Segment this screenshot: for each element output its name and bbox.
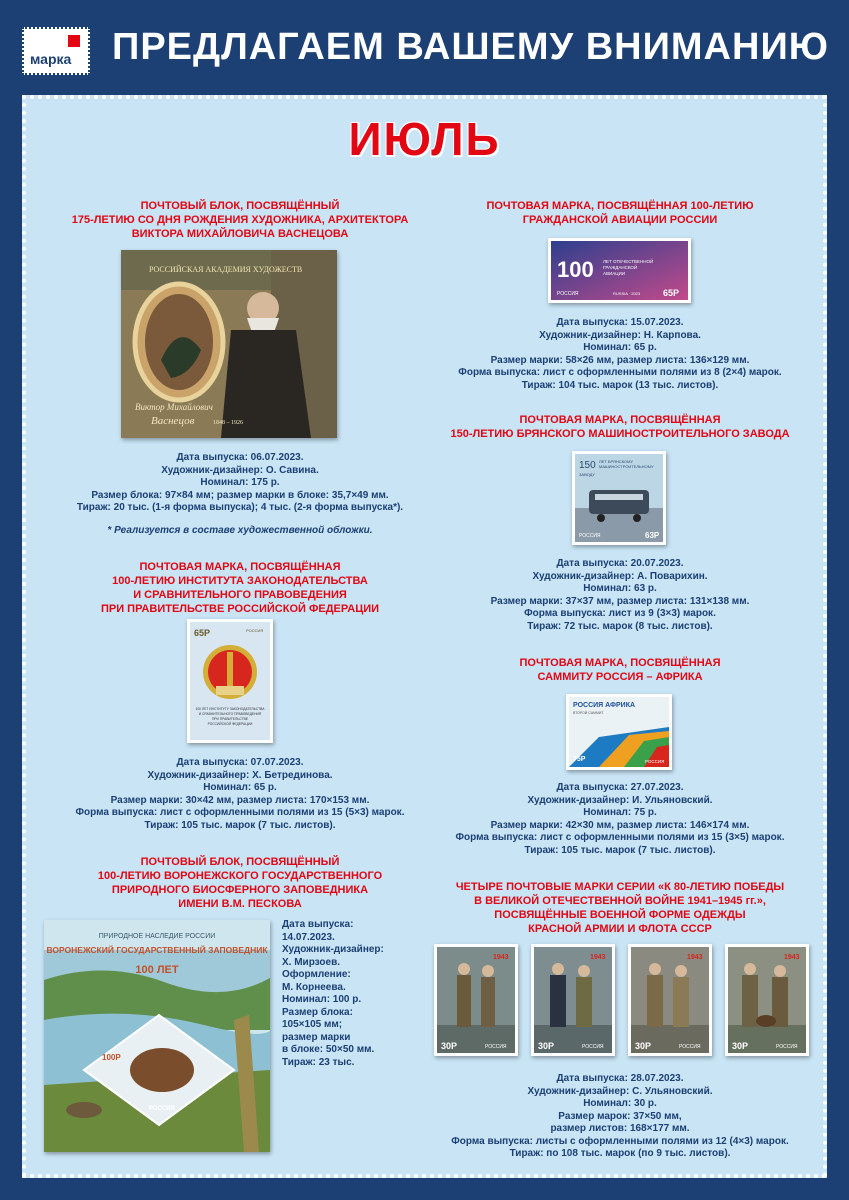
summit-info [420,782,820,857]
info-line: размер листов: 168×177 мм. [550,1123,690,1134]
stamp-caption-4: РОССИЙСКОЙ ФЕДЕРАЦИИ [207,722,253,726]
info-line: М. Корнеева. [282,981,346,993]
bryansk-info [420,558,820,633]
info-line: Дата выпуска: 20.07.2023. [556,558,684,569]
info-line: Оформление: [282,969,351,980]
institute-title [40,560,440,616]
stamp-country: РОССИЯ [485,1044,507,1050]
stamp-year: 1943 [493,954,509,961]
info-line: Форма выпуска: лист с оформленными полями из 15 (3×5) марок. [455,832,785,843]
stamp-nominal: 30Р [441,1041,458,1051]
stamp-year: 1943 [687,954,703,961]
info-line: Номинал: 30 р. [583,1098,657,1109]
aviation-stamp-image [548,238,691,303]
title-line: ПОЧТОВАЯ МАРКА, ПОСВЯЩЁННАЯ 100-ЛЕТИЮ [486,200,754,212]
stamp-caption-3: ЗАВОДУ [579,472,595,477]
info-line: Тираж: по 108 тыс. марок (по 9 тыс. листов). [509,1148,731,1159]
page-header [0,0,849,92]
stamp-nominal: 30Р [538,1041,555,1051]
page-title: ПРЕДЛАГАЕМ ВАШЕМУ ВНИМАНИЮ [112,26,829,68]
info-line: 105×105 мм; [282,1019,343,1030]
stamp-year: 1943 [784,954,800,961]
title-line: КРАСНОЙ АРМИИ И ФЛОТА СССР [528,923,712,935]
marka-logo [22,27,90,75]
block-name: ВОРОНЕЖСКИЙ ГОСУДАРСТВЕННЫЙ ЗАПОВЕДНИК [46,945,268,955]
stamp-caption-1: 100 ЛЕТ ИНСТИТУТУ ЗАКОНОДАТЕЛЬСТВА [195,707,265,711]
info-line: Художник-дизайнер: И. Ульяновский. [527,794,713,806]
uniform-title [420,880,820,936]
title-line: 100-ЛЕТИЮ ВОРОНЕЖСКОГО ГОСУДАРСТВЕННОГО [97,870,383,882]
info-line: Форма выпуска: лист из 9 (3×3) марок. [524,608,716,619]
summit-stamp-image [566,694,672,770]
stamp-country: РОССИЯ [679,1044,701,1050]
block-country: РОССИЯ [149,1106,175,1112]
voronezh-block-image [44,920,270,1152]
bryansk-stamp-image [572,451,666,545]
info-line: Размер марки: 42×30 мм, размер листа: 146×174 мм. [490,819,750,831]
info-line: Размер марки: 58×26 мм, размер листа: 136×129 мм. [490,354,750,366]
vasnetsov-title [40,199,440,241]
voronezh-title [40,855,440,911]
info-line: Номинал: 65 р. [583,342,657,353]
info-line: Художник-дизайнер: [282,944,384,955]
summit-title [420,656,820,684]
stamp-country: РОССИЯ [776,1044,798,1050]
title-line: И СРАВНИТЕЛЬНОГО ПРАВОВЕДЕНИЯ [133,589,347,601]
stamp-caption-1: ЛЕТ БРЯНСКОМУ [599,459,633,464]
info-line: в блоке: 50×50 мм. [282,1044,375,1055]
logo-text: марка [30,51,72,67]
info-line: Размер блока: 97×84 мм; размер марки в блоке: 35,7×49 мм. [91,489,389,501]
vasnetsov-block-image [121,250,337,438]
info-line: Дата выпуска: 28.07.2023. [556,1073,684,1084]
block-nominal: 100Р [102,1053,121,1062]
info-line: Форма выпуска: листы с оформленными полями из 12 (4×3) марок. [451,1135,789,1147]
stamp-nominal: 30Р [732,1041,749,1051]
info-line: Номинал: 100 р. [282,994,362,1005]
title-line: ВИКТОРА МИХАЙЛОВИЧА ВАСНЕЦОВА [131,228,349,240]
info-line: Номинал: 75 р. [583,807,657,818]
title-line: ПРИРОДНОГО БИОСФЕРНОГО ЗАПОВЕДНИКА [111,884,369,896]
title-line: 100-ЛЕТИЮ ИНСТИТУТА ЗАКОНОДАТЕЛЬСТВА [112,575,368,587]
uniform-stamp-1 [434,944,518,1056]
title-line: 150-ЛЕТИЮ БРЯНСКОГО МАШИНОСТРОИТЕЛЬНОГО ЗАВОДА [450,428,790,440]
info-line: Форма выпуска: лист с оформленными полями из 15 (5×3) марок. [75,807,405,818]
stamp-caption-2: И СРАВНИТЕЛЬНОГО ПРАВОВЕДЕНИЯ [198,712,262,716]
stamp-nominal: 75Р [573,756,586,763]
info-line: Размер блока: [282,1006,353,1018]
info-line: Размер марки: 30×42 мм, размер листа: 170×153 мм. [110,794,370,806]
title-line: ЧЕТЫРЕ ПОЧТОВЫЕ МАРКИ СЕРИИ «К 80-ЛЕТИЮ ПОБЕДЫ [455,881,785,893]
info-line: Тираж: 105 тыс. марок (7 тыс. листов). [524,844,716,856]
title-line: САММИТУ РОССИЯ – АФРИКА [537,671,703,683]
info-line: размер марки [282,1031,351,1043]
stamp-100: 100 [557,257,594,282]
stamp-nominal: 65Р [194,628,211,638]
info-line: Тираж: 104 тыс. марок (13 тыс. листов). [521,379,719,391]
stamp-150: 150 [579,460,596,471]
title-line: ГРАЖДАНСКОЙ АВИАЦИИ РОССИИ [522,214,718,226]
title-line: В ВЕЛИКОЙ ОТЕЧЕСТВЕННОЙ ВОЙНЕ 1941–1945 гг.», [474,895,766,907]
image-text-years: 1848 – 1926 [213,420,243,426]
stamp-country: РОССИЯ [645,759,665,764]
stamp-nominal: 63Р [645,531,660,540]
vasnetsov-info [40,452,440,537]
info-line: Дата выпуска: 06.07.2023. [176,452,304,463]
uniform-info [420,1073,820,1161]
title-line: 175-ЛЕТИЮ СО ДНЯ РОЖДЕНИЯ ХУДОЖНИКА, АРХИТЕКТОРА [71,214,409,226]
info-line: 14.07.2023. [282,931,335,943]
uniform-stamp-4 [725,944,809,1056]
aviation-info [420,317,820,392]
info-line: Художник-дизайнер: Н. Карпова. [539,329,701,341]
stamp-nominal: 30Р [635,1041,652,1051]
stamp-country: РОССИЯ [557,291,579,297]
block-series: ПРИРОДНОЕ НАСЛЕДИЕ РОССИИ [98,933,216,940]
info-line: Дата выпуска: [282,919,354,930]
institute-info [40,757,440,832]
stamp-caption-2: МАШИНОСТРОИТЕЛЬНОМУ [599,464,654,469]
info-line: Тираж: 23 тыс. [282,1056,355,1068]
stamp-country: РОССИЯ [582,1044,604,1050]
info-line: Дата выпуска: 27.07.2023. [556,782,684,793]
info-line: Художник-дизайнер: А. Поварихин. [532,570,708,582]
info-line: Номинал: 65 р. [203,782,277,793]
aviation-title [420,199,820,227]
month-title: ИЮЛЬ [348,113,501,165]
title-line: ПОЧТОВАЯ МАРКА, ПОСВЯЩЁННАЯ [139,561,341,573]
info-note: * Реализуется в составе художественной обложки. [107,524,373,536]
voronezh-info [282,919,392,1069]
info-line: Размер марки: 37×37 мм, размер листа: 131×138 мм. [490,595,750,607]
info-line: Художник-дизайнер: С. Ульяновский. [527,1085,713,1097]
title-line: ПОЧТОВАЯ МАРКА, ПОСВЯЩЁННАЯ [519,414,721,426]
stamp-caption-3: ПРИ ПРАВИТЕЛЬСТВЕ [211,717,249,721]
stamp-caption: ВТОРОЙ САММИТ [573,711,604,715]
bryansk-title [420,413,820,441]
info-line: Х. Мирзоев. [282,956,340,968]
title-line: ПОСВЯЩЁННЫЕ ВОЕННОЙ ФОРМЕ ОДЕЖДЫ [494,909,746,921]
info-line: Форма выпуска: лист с оформленными полями из 8 (2×4) марок. [458,367,782,378]
stamp-title: РОССИЯ АФРИКА [573,702,636,709]
stamp-caption-1: ЛЕТ ОТЕЧЕСТВЕННОЙ [603,259,654,264]
info-line: Номинал: 175 р. [200,477,280,488]
info-line: Тираж: 20 тыс. (1-я форма выпуска); 4 тыс. (2-я форма выпуска*). [76,502,404,513]
stamp-caption-3: АВИАЦИИ [603,271,626,276]
uniform-stamp-3 [628,944,712,1056]
info-line: Дата выпуска: 15.07.2023. [556,317,684,328]
title-line: ПОЧТОВАЯ МАРКА, ПОСВЯЩЁННАЯ [519,657,721,669]
uniform-stamp-2 [531,944,615,1056]
block-anniversary: 100 ЛЕТ [135,964,179,976]
info-line: Тираж: 105 тыс. марок (7 тыс. листов). [144,819,336,831]
title-line: ПРИ ПРАВИТЕЛЬСТВЕ РОССИЙСКОЙ ФЕДЕРАЦИИ [100,603,380,615]
info-line: Художник-дизайнер: Х. Бетрединова. [147,769,333,781]
title-line: ПОЧТОВЫЙ БЛОК, ПОСВЯЩЁННЫЙ [140,200,340,212]
stamp-country: РОССИЯ [246,628,264,633]
image-text-name: Виктор Михайлович [135,402,213,412]
stamp-year: RUSSIA · 2023 [613,291,641,296]
stamp-nominal: 65Р [663,288,680,298]
stamp-country: РОССИЯ [579,533,601,539]
image-text-surname: Васнецов [151,415,195,427]
title-line: ПОЧТОВЫЙ БЛОК, ПОСВЯЩЁННЫЙ [140,856,340,868]
info-line: Размер марок: 37×50 мм, [558,1110,682,1122]
title-line: ИМЕНИ В.М. ПЕСКОВА [178,898,302,910]
institute-stamp-image [187,619,273,743]
stamp-year: 1943 [590,954,606,961]
logo-red-square [68,35,80,47]
info-line: Художник-дизайнер: О. Савина. [161,464,319,476]
info-line: Номинал: 63 р. [583,583,657,594]
info-line: Тираж: 72 тыс. марок (8 тыс. листов). [527,620,713,632]
stamp-caption-2: ГРАЖДАНСКОЙ [603,265,638,270]
info-line: Дата выпуска: 07.07.2023. [176,757,304,768]
image-text-academy: РОССИЙСКАЯ АКАДЕМИЯ ХУДОЖЕСТВ [149,265,303,274]
